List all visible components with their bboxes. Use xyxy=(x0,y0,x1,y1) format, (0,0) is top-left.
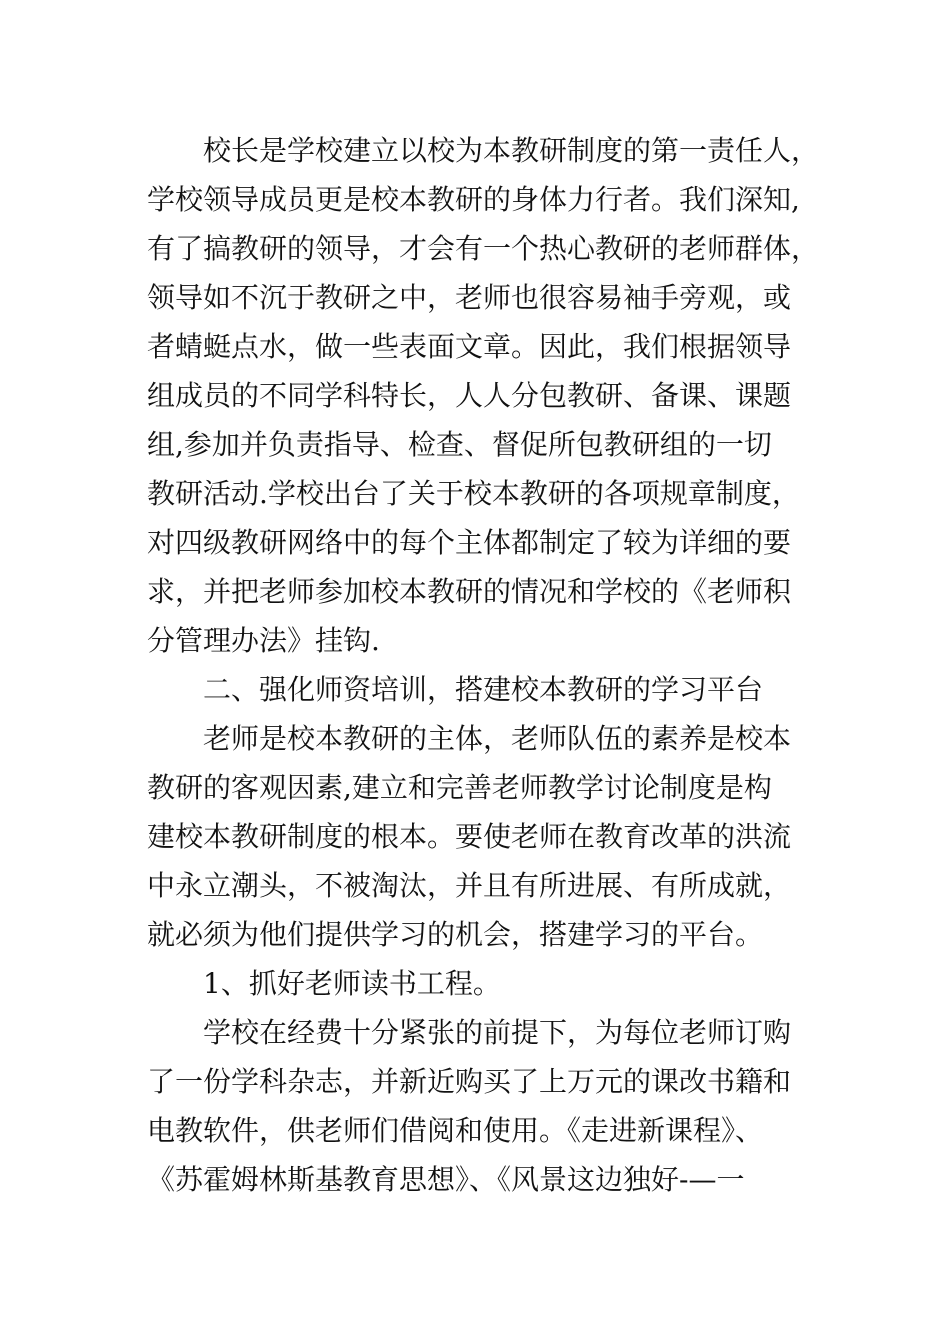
paragraph-line: 组,参加并负责指导、检查、督促所包教研组的一切 xyxy=(147,428,772,461)
paragraph-line: 老师是校本教研的主体，老师队伍的素养是校本 xyxy=(203,722,792,755)
document-body xyxy=(147,126,827,1204)
paragraph-line: 学校领导成员更是校本教研的身体力行者。我们深知, xyxy=(147,183,800,216)
paragraph-line: 分管理办法》挂钩. xyxy=(147,624,380,657)
paragraph-line: 就必须为他们提供学习的机会，搭建学习的平台。 xyxy=(147,918,764,951)
paragraph-line: 学校在经费十分紧张的前提下，为每位老师订购 xyxy=(203,1016,792,1049)
paragraph-line: 求，并把老师参加校本教研的情况和学校的《老师积 xyxy=(147,575,792,608)
paragraph-line: 教研活动.学校出台了关于校本教研的各项规章制度， xyxy=(147,477,800,510)
paragraph-line: 对四级教研网络中的每个主体都制定了较为详细的要 xyxy=(147,526,792,559)
paragraph-line: 有了搞教研的领导，才会有一个热心教研的老师群体， xyxy=(147,232,820,265)
paragraph-line: 了一份学科杂志，并新近购买了上万元的课改书籍和 xyxy=(147,1065,792,1098)
subsection-heading: 1、抓好老师读书工程。 xyxy=(203,967,501,1000)
paragraph-line: 中永立潮头，不被淘汰，并且有所进展、有所成就， xyxy=(147,869,792,902)
paragraph-line: 校长是学校建立以校为本教研制度的第一责任人， xyxy=(203,134,820,167)
paragraph-line: 领导如不沉于教研之中，老师也很容易袖手旁观，或 xyxy=(147,281,792,314)
paragraph-line: 者蜻蜓点水，做一些表面文章。因此，我们根据领导 xyxy=(147,330,792,363)
paragraph-line: 组成员的不同学科特长，人人分包教研、备课、课题 xyxy=(147,379,792,412)
paragraph-line: 建校本教研制度的根本。要使老师在教育改革的洪流 xyxy=(147,820,792,853)
section-heading: 二、强化师资培训，搭建校本教研的学习平台 xyxy=(203,673,764,706)
paragraph-line: 《苏霍姆林斯基教育思想》、《风景这边独好-—一 xyxy=(147,1163,745,1196)
paragraph-line: 教研的客观因素,建立和完善老师教学讨论制度是构 xyxy=(147,771,772,804)
paragraph-line: 电教软件，供老师们借阅和使用。《走进新课程》、 xyxy=(147,1114,764,1147)
